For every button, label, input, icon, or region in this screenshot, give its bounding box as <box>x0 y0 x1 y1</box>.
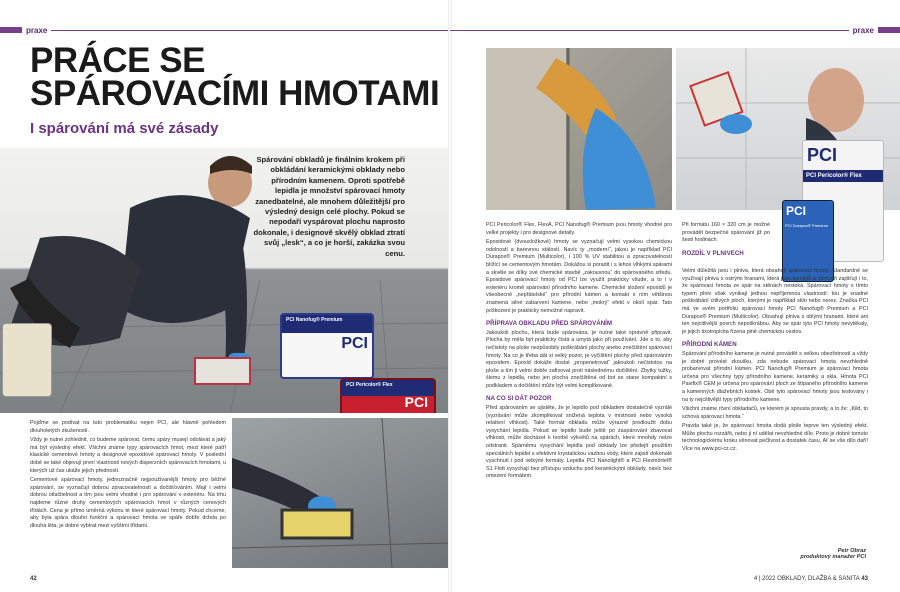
left-column-text <box>30 420 226 532</box>
author-name: Petr Obraz <box>837 548 866 554</box>
title-line-1: PRÁCE SE <box>30 41 205 80</box>
right-column-text <box>682 268 868 456</box>
col3-heading-2: PŘÍRODNÍ KÁMEN <box>682 341 737 349</box>
col2-heading-1: PŘÍPRAVA OBKLADU PŘED SPÁROVÁNÍM <box>486 320 613 328</box>
col1-paragraph-3: Cementové spárovací hmoty, jednoznačně nejpoužívanější hmoty pro běžné spárování, se vyznačují dobrou zpracovatelností a dočišťováním. Mají i velmi dobrou otlačitelnost a tím jsou velmi vhodné i pro spárování v exteriéru. Na trhu najdeme různé druhy cementových spárovacích hmot v různých cenových třídách. Cena je přímo úměrná výkonu té které spárovací hmoty. Pokud chceme, aby byla spára dlouho funkční a spárovací hmota ve spáře dobře držela po dlouhá léta, je dobré vybírat mezi vyššími třídami. <box>30 477 226 529</box>
section-header <box>0 24 450 36</box>
grout-float-illustration <box>232 418 450 568</box>
header-bar <box>0 27 22 33</box>
title-line-2: SPÁROVACÍMI HMOTAMI <box>30 74 440 113</box>
col2-paragraph-3: Jakoukoli plochu, která bude spárována, je nutné také správně připravit. Plocha by měla být prakticky čistá a umytá jako při používání. Jde o to, aby nečistoty na ploše nezpůsobily poškrábání plochy anebo znečištění spárovací hmoty. Na co je třeba dát si velký pozor, je vyčištění plochy před spárováním epoxidem. Epoxid dokáže dostat „propenetrovat“ jakoukoli nečistotou na ploše a tím ji velmi dobře zafixovat proti následnému dočištění. Zbytky tužky, šlemu z lepidla, nebo jen plocha znečištěná od bot se stane kompaktní s podkladem a dočištění může být velmi komplikované. <box>486 329 672 389</box>
col2-paragraph-4: Před spárováním se ujistěte, že je lepidlo pod obkladem dostatečně vyzrálé (vyzrávání může zkomplikovat snížená teplota v místnosti nebo vysoká relativní vlhkost). Také formát obkladu může výrazně prodloužit dobu vysychání lepidla. Pokud se lepidlo bude ještě po zaspárování zbavovat vlhkosti, může docházet k tvorbě výkvětů na spárách, které mnohdy nelze odstranit. Spárněmu vysychání lepidla pod obklady lze předejít použitím speciálních lepidel s efektivní krystalickou vazbou vody, které zajistí dokonalé vyschnutí i pod velkými formáty. Lepidla PCI Nanolight® a PCI Flexmörtel® S1 Flott vysychají bez přístupu vzduchu pod keramickými obklady, navíc bez omezení formátem. <box>486 405 672 480</box>
pack-product-name: PCI Durapox® Premium <box>785 223 828 228</box>
grout-float-photo <box>232 418 450 568</box>
tile-closeup-illustration <box>486 48 672 210</box>
section-tag-right: praxe <box>852 25 874 35</box>
col3-paragraph-2: Velmi důležitá jsou i plniva, která obsahují spárovací hmoty. Standardně se využívají plniva s ostrými hranami, která jsou levnější a zároveň zajišťují i to, že spárovací hmota ze spár na stěnách nesteká. Spárovací hmoty s tímto typem plniv však vynikají jednou nepříjemnou vlastností: tou je snadné poškrábání citlivých ploch, kterými je například sklo nebo nerez. Značka PCI má ve svém portfoliu spárovací hmoty PCI Nanofug® Premium a PCI Durapox® Premium (Multicolor). Obsahují plniva s oblými hranami, které ani ten nejcitlivější povrch nepoškrábou. Aby se spár tyto PCI hmoty nevytékaly, je jejich tixotropicita řízena pině chemickou cestou. <box>682 268 868 335</box>
col3-heading-1: ROZDÍL V PLNIVECH <box>682 249 744 257</box>
intro-paragraph: Spárování obkladů je finálním krokem při obkládání keramickými obklady nebo přírodním kamenem. Oproti spotřebě lepidla je množství spárovací hmoty zanedbatelné, ale mnohem důležitější pro výsledný design celé plochy. Pokud se nepodaří vyspárovat plochu naprosto dokonale, i designově skvělý obklad ztratí svůj „lesk“, a co je horší, zakázka svou cenu. <box>253 155 405 258</box>
header-bar-right <box>878 27 900 33</box>
nanofug-bucket <box>280 313 374 379</box>
col3-paragraph-5: Pravda také je, že spárovací hmota dodá ploše teprve ten výsledný efekt. Může plochu rozzářit, nebo ji ní udělat nevzhledné dílo. Proto je dobré tomuto technologickému kroku věnovat pečlivost a dostatek času. Ať se vše dílo daří! Více na www.pci-cz.cz. <box>682 423 868 453</box>
middle-column-text <box>486 222 672 483</box>
nanofug-label: PCI Nanofug® Premium <box>282 315 372 333</box>
header-rule-right <box>450 30 849 31</box>
magazine-issue: 4 | 2022 OBKLADY, DLAŽBA & SANITA <box>753 576 860 582</box>
page-subtitle: I spárování má své zásady <box>30 120 219 137</box>
page-number-right: 43 <box>861 576 868 582</box>
section-header-right <box>450 24 900 36</box>
author-role: produktový manažer PCI <box>800 554 866 560</box>
page-number-left: 42 <box>30 576 37 582</box>
nanofug-brand-logo: PCI <box>341 335 368 352</box>
col2-heading-2: NA CO SI DÁT POZOR <box>486 395 552 403</box>
page-title <box>30 41 440 113</box>
col3-paragraph-1: Při formátu 160 × 320 cm je možné provádět bezpečné spárování již po šesti hodinách. <box>682 222 770 244</box>
pericolor-brand-logo: PCI <box>404 394 428 410</box>
header-rule <box>51 30 450 31</box>
pack-brand-logo: PCI <box>786 204 807 218</box>
col2-paragraph-2: Epoxidové (dvousložkové) hmoty se vyznačují velmi vysokou chemickou odolností a barevnou stálostí. Navíc ty „moderní“, jakou je například PCI Durapox® Premium (Multicolor), i 100 % UV stabilitou a zpracovatelností blížící se cementovým hmotám. Dokážou si poradit i s lehce vlhkými spárami a skvěle se dílky své chemické stavbě „zakousnou“ do spárovaného středu. Epoxidové spárovací hmoty od PCI lze využít prakticky všude, a to i v exteriéru kromě spárování přírodního kamene. Chemické složení epoxidů je všeobecně „nepřátelské“ pro přírodní kámen a kontakt s ním většinou znamená silné zabarvení kamene, nebo „mokrý“ efekt v okolí spár. Tato poškození je prakticky nemožné napravit. <box>486 239 672 314</box>
tile-closeup-photo <box>486 48 672 210</box>
pericolor-label: PCI Pericolor® Flex <box>342 380 434 396</box>
bag-product-name: PCI Pericolor® Flex <box>803 170 883 182</box>
right-column-top-text <box>682 222 770 259</box>
pericolor-bucket <box>340 378 436 413</box>
author-signature <box>790 548 866 560</box>
col3-paragraph-3: Spárování přírodního kamene je nutné provádět s velkou obezřetností a vždy je dobré provést zkoušku, zda nebude spárovací hmota nevzhledně probarvovat přírodní kámen. PCI Nanofug® Premium je spárovací hmota určená pro všechny typy přírodního kamene, keramiky a skla. Hmota PCI Pavifix® CEM je určena pro spárování ploch ze štípaného přírodního kamene a kamenných dlažebních kostek. Obě tyto spárovací hmoty jsou testovány i na ty nejcitlivější typy přírodního kamene. <box>682 350 868 403</box>
bag-brand-logo: PCI <box>807 145 838 165</box>
small-bucket <box>2 323 52 397</box>
right-page <box>450 0 900 592</box>
col3-paragraph-4: Všichni známe rčení obkladačů, ve kterém je spousta pravdy, a to že: „Kild, to schová spárovací hmota.“ <box>682 406 868 420</box>
col2-paragraph-1: PCI Pericolor® Flex, FlexA, PCI Nanofug® Premium jsou hmoty vhodné pro velké projekty i pro designové detaily. <box>486 222 672 236</box>
col1-paragraph-2: Vždy je nutné zohlednit, co budeme spárovat, čemu spáry musejí odolávat a jaký má být výsledný efekt. Všichni známe typy spárovacích hmot, mezi které patří klasické cementové hmoty a designové epoxidové spárovací hmoty. V poslední době se také objevují první vlastnosti nových disperzních spárovacích hmotami, u kterých už čas ukáže jejich předností. <box>30 437 226 474</box>
col1-paragraph-1: Pojďme se podívat na tuto problematiku nejen PCI, ale hlavně pohledem dlouholetých zkušeností. <box>30 420 226 434</box>
page-footer-right <box>754 576 868 582</box>
section-tag: praxe <box>26 25 48 35</box>
